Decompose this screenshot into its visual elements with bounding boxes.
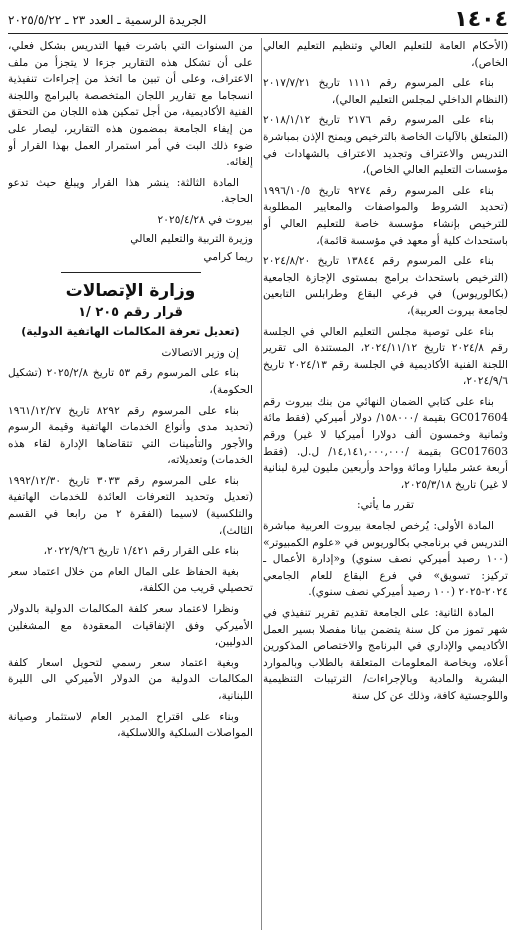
- right-column: [263, 38, 508, 930]
- signature-ministry: وزيرة التربية والتعليم العالي: [130, 231, 253, 245]
- gazette-title: الجريدة الرسمية ـ العدد ٢٣ ـ ٢٠٢٥/٥/٢٢: [8, 12, 207, 27]
- paragraph: بناء على المرسوم رقم ١١١١ تاريخ ٢٠١٧/٧/٢١ (النظام الداخلي لمجلس التعليم العالي)،: [263, 76, 508, 106]
- left-column: [8, 38, 253, 930]
- signature-name: ريما كرامي: [203, 250, 253, 264]
- paragraph: بناء على المرسوم رقم ٨٢٩٢ تاريخ ١٩٦١/١٢/٢٧ (تحديد مدى وأنواع الخدمات الهاتفية وقيمة الرسوم والأجور والتأمينات التي تتقاضاها الإدارة لقاء هذه الخدمات) وتعديلاته،: [8, 403, 253, 467]
- paragraph: بناء على المرسوم رقم ٢١٧٦ تاريخ ٢٠١٨/١/١٢ (المتعلق بالآليات الخاصة بالترخيص ويمنح الإذن بمباشرة التدريس والاعتراف وتجديد الاعتراف بالشهادات في مؤسسات التعليم العالي الخاص)،: [263, 113, 508, 177]
- paragraph: بناء على المرسوم رقم ٩٢٧٤ تاريخ ١٩٩٦/١٠/٥ (تحديد الشروط والمواصفات والمعايير المطلوبة للترخيص بإنشاء مؤسسة خاصة للتعليم العالي أو باستحداث كلية أو معهد في مؤسسة قائمة)،: [263, 183, 508, 247]
- paragraph: ونظرا لاعتماد سعر كلفة المكالمات الدولية بالدولار الأميركي وفق الإتفاقيات المعقودة مع المشغلين الدوليين،: [8, 602, 253, 649]
- paragraph: بناء على كتابي الضمان النهائي من بنك بيروت رقم GC017604 بقيمة /١٥٨٠٠٠/ دولار أميركي (فقط مائة وثمانية وخمسون ألف دولارا أميركيا لا غير) ورقم GC017603 بقيمة /١٤,١٤١,٠٠٠,٠٠٠/ ل.ل. (فقط أربعة عشر مليارا ومائة وواحد وأربعين مليون ليرة لبنانية لا غير) تاريخ ٢٠٢٥/٣/١٨،: [263, 394, 508, 491]
- paragraph: وبناء على اقتراح المدير العام لاستثمار وصيانة المواصلات السلكية واللاسلكية،: [8, 709, 253, 740]
- paragraph: بناء على القرار رقم ١/٤٢١ تاريخ ٢٠٢٢/٩/٢٦،: [43, 544, 239, 558]
- paragraph: بناء على المرسوم رقم ١٣٨٤٤ تاريخ ٢٠٢٤/٨/٢٠ (الترخيص باستحداث برامج بمستوى الإجازة الجامعية (بكالوريوس) في فرعي البقاع وطرابلس التابعين لجامعة بيروت العربية)،: [263, 254, 508, 317]
- decision-intro: إن وزير الاتصالات: [161, 345, 239, 359]
- paragraph: (الأحكام العامة للتعليم العالي وتنظيم التعليم العالي الخاص)،: [263, 39, 508, 69]
- column-divider: [261, 38, 262, 930]
- paragraph: وبغية اعتماد سعر رسمي لتحويل اسعار كلفة المكالمات الدولية من الدولار الأميركي الى الليرة اللبنانية،: [8, 655, 253, 702]
- paragraph: بغية الحفاظ على المال العام من خلال اعتماد سعر تحصيلي قريب من الكلفة،: [8, 564, 253, 595]
- article-two: المادة الثانية: على الجامعة تقديم تقرير تنفيذي في شهر تموز من كل سنة يتضمن بيانا مفصلا بسير العمل الأكاديمي والإداري في البرنامج والاختصاص المذكورين أعلاه، وبخاصة المعلومات المتعلقة بالطلاب وبالموارد البشرية والمادية وبالإجراءات/ الترتيبات التنظيمية واللوجستية كافة، وذلك عن كل سنة: [263, 606, 508, 702]
- page-number: ١٤٠٤: [454, 6, 508, 32]
- section-divider: [61, 272, 201, 273]
- article-one: المادة الأولى: يُرخص لجامعة بيروت العربية مباشرة التدريس في برنامجي بكالوريوس في «علوم الكمبيوتر» (١٠٠ رصيد أميركي نصف سنوي) و«إدارة الأعمال ـ تركيز: تسويق» في فرع البقاع للعام الجامعي ٢٠٢٤-٢٠٢٥ (١٠٠ رصيد أميركي نصف سنوي).: [263, 519, 508, 599]
- paragraph: بناء على توصية مجلس التعليم العالي في الجلسة رقم ٢٠٢٤/٨ تاريخ ٢٠٢٤/١١/١٢، المستندة الى تقرير اللجنة الفنية الأكاديمية في الجلسة رقم ٢٠٢٤/١٣ تاريخ ٢٠٢٤/٩/٦،: [263, 324, 508, 388]
- paragraph: بناء على المرسوم رقم ٥٣ تاريخ ٢٠٢٥/٢/٨ (تشكيل الحكومة)،: [8, 366, 253, 396]
- paragraph: من السنوات التي باشرت فيها التدريس بشكل فعلي، على أن تشكل هذه التقارير جزءا لا يتجزأ من ملف الاعتراف، وعلى أن تبين ما اتخذ من إجراءات تنفيذية انسجاما مع تقارير اللجان المتخصصة بالبرامج واللجنة الفنية الأكاديمية، من أجل تمكين هذه اللجان من التحقق من إيفاء الجامعة بمضمون هذه التقارير، ليصار على ضوء ذلك البت في أمر استمرار العمل بهذا القرار أو إلغائه.: [8, 39, 253, 169]
- ministry-title: وزارة الإتصالات: [65, 280, 196, 301]
- decision-subject: (تعديل تعرفة المكالمات الهاتفية الدولية): [21, 324, 240, 338]
- paragraph: بناء على المرسوم رقم ٣٠٣٣ تاريخ ١٩٩٢/١٢/٣٠ (تعديل وتحديد التعرفات العائدة للخدمات الهاتفية والتلكسية) لاسيما (الفقرة ٢ من رابعا في القسم الثالث)،: [8, 473, 253, 537]
- decision-heading: تقرر ما يأتي:: [357, 498, 414, 512]
- decision-number: قرار رقم ٢٠٥ /١: [78, 304, 183, 320]
- article-three: المادة الثالثة: ينشر هذا القرار ويبلغ حيث تدعو الحاجة.: [8, 175, 253, 206]
- signature-place-date: بيروت في ٢٠٢٥/٤/٢٨: [157, 212, 253, 226]
- page-header: [8, 6, 508, 34]
- page-body: [8, 38, 508, 930]
